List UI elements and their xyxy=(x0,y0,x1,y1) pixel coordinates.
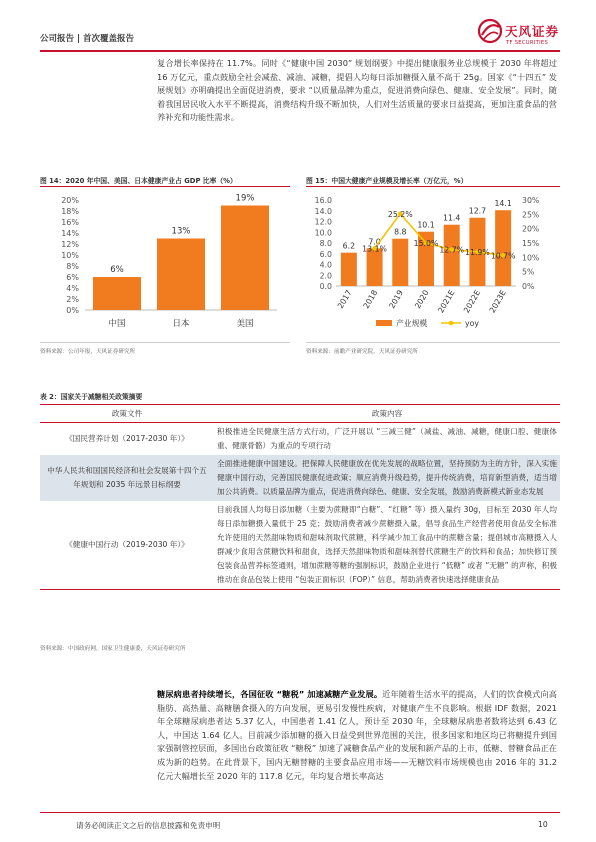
x-tick-label: 2017 xyxy=(335,288,354,311)
y-tick-label: 20% xyxy=(61,196,79,205)
table-row xyxy=(40,501,560,590)
legend-swatch-bar xyxy=(376,320,392,326)
yoy-data-label: 10.7% xyxy=(490,251,516,261)
x-tick-label: 2023E xyxy=(487,288,508,315)
fig14-rule xyxy=(40,186,290,187)
y-tick-label: 14% xyxy=(61,229,79,238)
y-tick-label: 8% xyxy=(66,262,79,271)
y-left-tick-label: 16.0 xyxy=(314,196,332,205)
legend-marker-line xyxy=(449,321,454,326)
bar xyxy=(157,239,205,311)
y-tick-label: 6% xyxy=(66,273,79,282)
y-left-tick-label: 2.0 xyxy=(319,271,332,281)
yoy-data-label: 11.9% xyxy=(465,247,490,257)
footer-disclaimer: 请务必阅读正文之后的信息披露和免责申明 xyxy=(76,821,221,830)
y-right-tick-label: 20% xyxy=(522,224,540,234)
y-left-tick-label: 4.0 xyxy=(319,260,332,270)
x-tick-label: 中国 xyxy=(108,319,126,329)
fig15-bottom-rule xyxy=(306,342,560,343)
y-right-tick-label: 0% xyxy=(522,282,535,291)
bar-data-label: 10.1 xyxy=(417,220,435,230)
table-header-row xyxy=(40,405,560,423)
y-tick-label: 4% xyxy=(66,284,79,293)
legend-label-line: yoy xyxy=(465,319,479,328)
y-tick-label: 0% xyxy=(66,306,79,315)
logo-text-cn: 天风证券 xyxy=(505,24,560,39)
bar-data-label: 7.0 xyxy=(368,237,381,247)
x-tick-label: 日本 xyxy=(172,319,190,329)
page-number: 10 xyxy=(538,820,548,829)
intro-paragraph: 复合增长率保持在 11.7%。同时《“健康中国 2030” 规划纲要》中提出健康服务业总规模于 2030 年将超过 16 万亿元，重点鼓励全社会减盐、减油、减糖，提倡人均每日添加糖摄入量不高于 25g。国家《“十四五” 发展规划》亦明确提出全面促进消费，要求 “以质量品牌为重点，促进消费向绿色、健康、安全发展”。同时，随着我国居民收入水平不断提高，消费结构升级不断加快，人们对生活质量的要求日益提高，更加注重食品的营养补充和功能性需求。 xyxy=(157,58,557,123)
logo-text-en: TF SECURITIES xyxy=(506,40,549,46)
bar-data-label: 6.2 xyxy=(342,241,356,251)
data-label: 13% xyxy=(171,226,191,237)
table-header-doc: 政策文件 xyxy=(40,405,214,423)
bar-data-label: 11.4 xyxy=(443,213,461,223)
y-right-tick-label: 15% xyxy=(522,239,540,248)
bar-data-label: 8.8 xyxy=(394,227,407,237)
fig14-title: 图 14：2020 年中国、美国、日本健康产业占 GDP 比率（%） xyxy=(40,177,237,185)
table-cell-content: 积极推进全民健康生活方式行动，广泛开展以 “三减三健”（减盐、减油、减糖，健康口腔、健康体重、健康骨骼）为重点的专项行动 xyxy=(217,427,557,450)
header-rule xyxy=(40,50,560,52)
body-paragraph-lead: 糖尿病患者持续增长，各国征收 “糖税” 加速减糖产业发展。 xyxy=(157,689,383,699)
table-row xyxy=(40,455,560,501)
y-tick-label: 16% xyxy=(61,218,79,227)
x-tick-label: 美国 xyxy=(236,319,254,329)
data-label: 19% xyxy=(235,193,255,204)
y-left-tick-label: 6.0 xyxy=(319,249,332,259)
y-left-tick-label: 12.0 xyxy=(314,217,332,227)
table-row xyxy=(40,423,560,456)
table2-source: 资料来源：中国政府网，国家卫生健康委，天风证券研究所 xyxy=(40,646,186,652)
y-right-tick-label: 5% xyxy=(522,267,535,277)
yoy-data-label: 25.2% xyxy=(387,209,413,219)
table-cell-doc: 《国民营养计划（2017-2030 年）》 xyxy=(65,434,189,443)
y-tick-label: 12% xyxy=(61,240,79,249)
data-label: 6% xyxy=(110,265,124,275)
bar-data-label: 12.7 xyxy=(468,206,487,216)
bar xyxy=(444,225,460,286)
fig15-source: 资料来源：前瞻产业研究院，天风证券研究所 xyxy=(306,349,418,355)
y-tick-label: 18% xyxy=(61,207,79,216)
table-cell-doc: 中华人民共和国国民经济和社会发展第十四个五年规划和 2035 年远景目标纲要 xyxy=(40,455,214,501)
bar-data-label: 14.1 xyxy=(494,199,512,209)
y-left-tick-label: 10.0 xyxy=(314,228,332,238)
fig14-source: 资料来源：公司年报，天风证券研究所 xyxy=(40,349,136,355)
bar xyxy=(367,248,383,286)
y-tick-label: 2% xyxy=(66,295,79,304)
x-tick-label: 2019 xyxy=(387,288,406,311)
body-paragraph-text: 近年随着生活水平的提高，人们的饮食模式向高脂肪、高热量、高糖膳食摄入的方向发展，更易引发慢性疾病，对健康产生不良影响。根据 IDF 数据，2021 年全球糖尿病患者达 5.37 亿人，中国患者 1.41 亿人，预计至 2030 年，全球糖尿病患者数将达到 6.43 亿人，中国达 1.64 亿人。目前减少添加糖的摄入日益受到世界范围的关注，很多国家和地区均已将糖提升到国家强制管控层面，多国出台政策征收 “糖税” 加速了减糖食品产业的发展和新产品的上市，低糖、替糖食品正在成为新的趋势。在此背景下，国内无糖替糖的主要食品应用市场——无糖饮料市场规模也由 2016 年的 31.2 亿元大幅增长至 2020 年的 117.8 亿元，年均复合增长率高达 xyxy=(157,689,557,781)
yoy-data-label: 12.7% xyxy=(439,245,465,255)
table-cell-doc: 《健康中国行动（2019-2030 年）》 xyxy=(65,540,189,549)
fig14-bottom-rule xyxy=(40,342,290,343)
x-tick-label: 2021E xyxy=(436,288,457,315)
y-right-tick-label: 10% xyxy=(522,253,540,263)
report-type-header: 公司报告 | 首次覆盖报告 xyxy=(40,34,135,44)
body-paragraph-2 xyxy=(157,688,557,783)
yoy-data-label: 15.0% xyxy=(413,239,439,248)
table-cell-content: 全面推进健康中国建设。把保障人民健康放在优先发展的战略位置，坚持预防为主的方针，深入实施健康中国行动，完善国民健康促进政策；顺应消费升级趋势，提升传统消费，培育新型消费，适当增加公共消费。以质量品牌为重点，促进消费向绿色、健康、安全发展，鼓励消费新模式新业态发展 xyxy=(214,455,560,501)
bar xyxy=(341,253,357,286)
y-left-tick-label: 14.0 xyxy=(314,206,332,216)
y-left-tick-label: 8.0 xyxy=(319,239,332,248)
y-right-tick-label: 30% xyxy=(522,196,540,205)
y-tick-label: 10% xyxy=(61,251,79,260)
legend-label-bar: 产业规模 xyxy=(396,319,428,328)
fig15-title: 图 15：中国大健康产业规模及增长率（万亿元，%） xyxy=(306,177,468,185)
table-header-content: 政策内容 xyxy=(214,405,560,423)
y-right-tick-label: 25% xyxy=(522,210,540,220)
bar xyxy=(221,206,269,311)
footer-rule xyxy=(40,812,560,813)
x-tick-label: 2018 xyxy=(361,288,380,311)
bar xyxy=(495,210,511,286)
bar xyxy=(93,277,141,310)
table-cell-content: 目前我国人均每日添加糖（主要为蔗糖即“白糖”、“红糖” 等）摄入量约 30g，目标至 2030 年人均每日添加糖摄入量低于 25 克；鼓励消费者减少蔗糖摄入量，倡导食品生产经营者使用食品安全标准允许使用的天然甜味物质和甜味剂取代蔗糖，科学减少加工食品中的蔗糖含量；提倡城市高糖摄入人群减少食用含蔗糖饮料和甜食，选择天然甜味物质和甜味剂替代蔗糖生产的饮料和食品；加快修订预包装食品营养标签通则，增加蔗糖等糖的强制标识，鼓励企业进行 “低糖” 或者 “无糖” 的声称，积极推动在食品包装上使用 “包装正面标识（FOP）” 信息，帮助消费者快速选择健康食品 xyxy=(217,505,557,584)
fig15-chart xyxy=(306,188,562,340)
x-tick-label: 2020 xyxy=(413,288,431,311)
y-left-tick-label: 0.0 xyxy=(319,282,332,291)
x-tick-label: 2022E xyxy=(461,288,483,315)
bar xyxy=(392,239,408,286)
fig15-rule xyxy=(306,186,560,187)
policy-table xyxy=(40,404,560,590)
table2-title: 表 2：国家关于减糖相关政策摘要 xyxy=(40,393,143,401)
fig14-chart xyxy=(40,188,292,340)
yoy-data-label: 13.1% xyxy=(362,244,387,254)
